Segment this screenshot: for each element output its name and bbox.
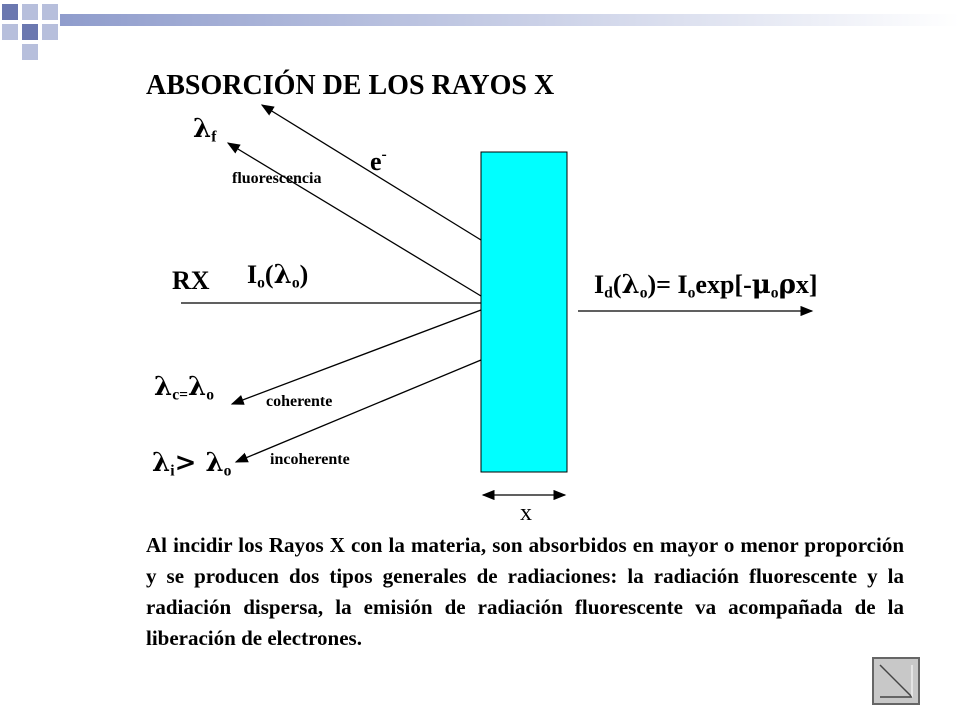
inc-lambda: λ	[152, 448, 171, 478]
incoherent-lambda-relation	[152, 448, 231, 481]
i0-I: I	[247, 260, 258, 289]
deco-square-2	[22, 4, 38, 20]
eq-open: (	[612, 270, 622, 299]
electron-charge: -	[381, 146, 387, 163]
deco-square-3	[42, 4, 58, 20]
eq-end: x]	[795, 270, 818, 299]
coh-sub: c=	[172, 386, 189, 404]
inc-sub: i	[170, 462, 175, 480]
i0-close: )	[299, 260, 309, 289]
eq-lambda: λ	[621, 270, 640, 300]
eq-o-sub: o	[639, 284, 648, 302]
fluorescence-lambda	[193, 114, 216, 147]
eq-d-sub: d	[604, 284, 613, 302]
i0-sub: o	[257, 274, 265, 292]
slide-title: ABSORCIÓN DE LOS RAYOS X	[146, 70, 555, 101]
incident-intensity-label	[247, 260, 308, 293]
coh-lambda: λ	[154, 372, 173, 402]
i0-lambda-sub: o	[291, 274, 300, 292]
incoherent-ray	[236, 360, 481, 462]
coh-lambda-o: λ	[188, 372, 207, 402]
header-bar	[60, 14, 960, 26]
deco-square-7	[22, 44, 38, 60]
rx-label: RX	[172, 266, 210, 295]
absorber-slab	[481, 152, 567, 472]
lambda-symbol: λ	[193, 114, 212, 144]
inc-lambda-o: λ	[205, 448, 224, 478]
eq-o-sub-3: o	[770, 284, 779, 302]
inc-lambda-o-sub: o	[223, 462, 232, 480]
coherente-label: coherente	[266, 393, 333, 410]
deco-square-1	[2, 4, 18, 20]
inc-gt: >	[174, 448, 197, 478]
header-decoration	[2, 4, 960, 60]
deco-square-4	[2, 24, 18, 40]
nav-forward-icon	[874, 659, 918, 703]
coherent-ray	[232, 310, 481, 404]
deco-square-5	[22, 24, 38, 40]
electron-label	[370, 146, 387, 177]
thickness-label: x	[520, 500, 532, 526]
fluorescence-subscript: f	[211, 128, 217, 146]
incoherente-label: incoherente	[270, 451, 350, 468]
i0-open: (	[264, 260, 274, 289]
description-paragraph: Al incidir los Rayos X con la materia, son absorbidos en mayor o menor proporción y se producen dos tipos generales de radiaciones: la radiación fluorescente y la radiación dispersa, la emisión de radiación fluorescente va acompañada de la liberación de electrones.	[146, 533, 904, 650]
eq-exp: exp[-	[695, 270, 752, 299]
electron-symbol: e	[370, 146, 382, 176]
eq-I: I	[594, 270, 605, 299]
eq-rho: ρ	[778, 270, 796, 300]
coherent-lambda-relation	[154, 372, 214, 405]
coh-lambda-o-sub: o	[206, 386, 215, 404]
fluorescencia-label: fluorescencia	[232, 170, 322, 187]
transmitted-equation	[594, 270, 818, 303]
eq-o-sub-2: o	[687, 284, 696, 302]
eq-mid: )= I	[647, 270, 688, 299]
deco-square-6	[42, 24, 58, 40]
i0-lambda: λ	[273, 260, 292, 290]
next-slide-button[interactable]	[872, 657, 920, 705]
eq-mu: μ	[751, 270, 771, 300]
